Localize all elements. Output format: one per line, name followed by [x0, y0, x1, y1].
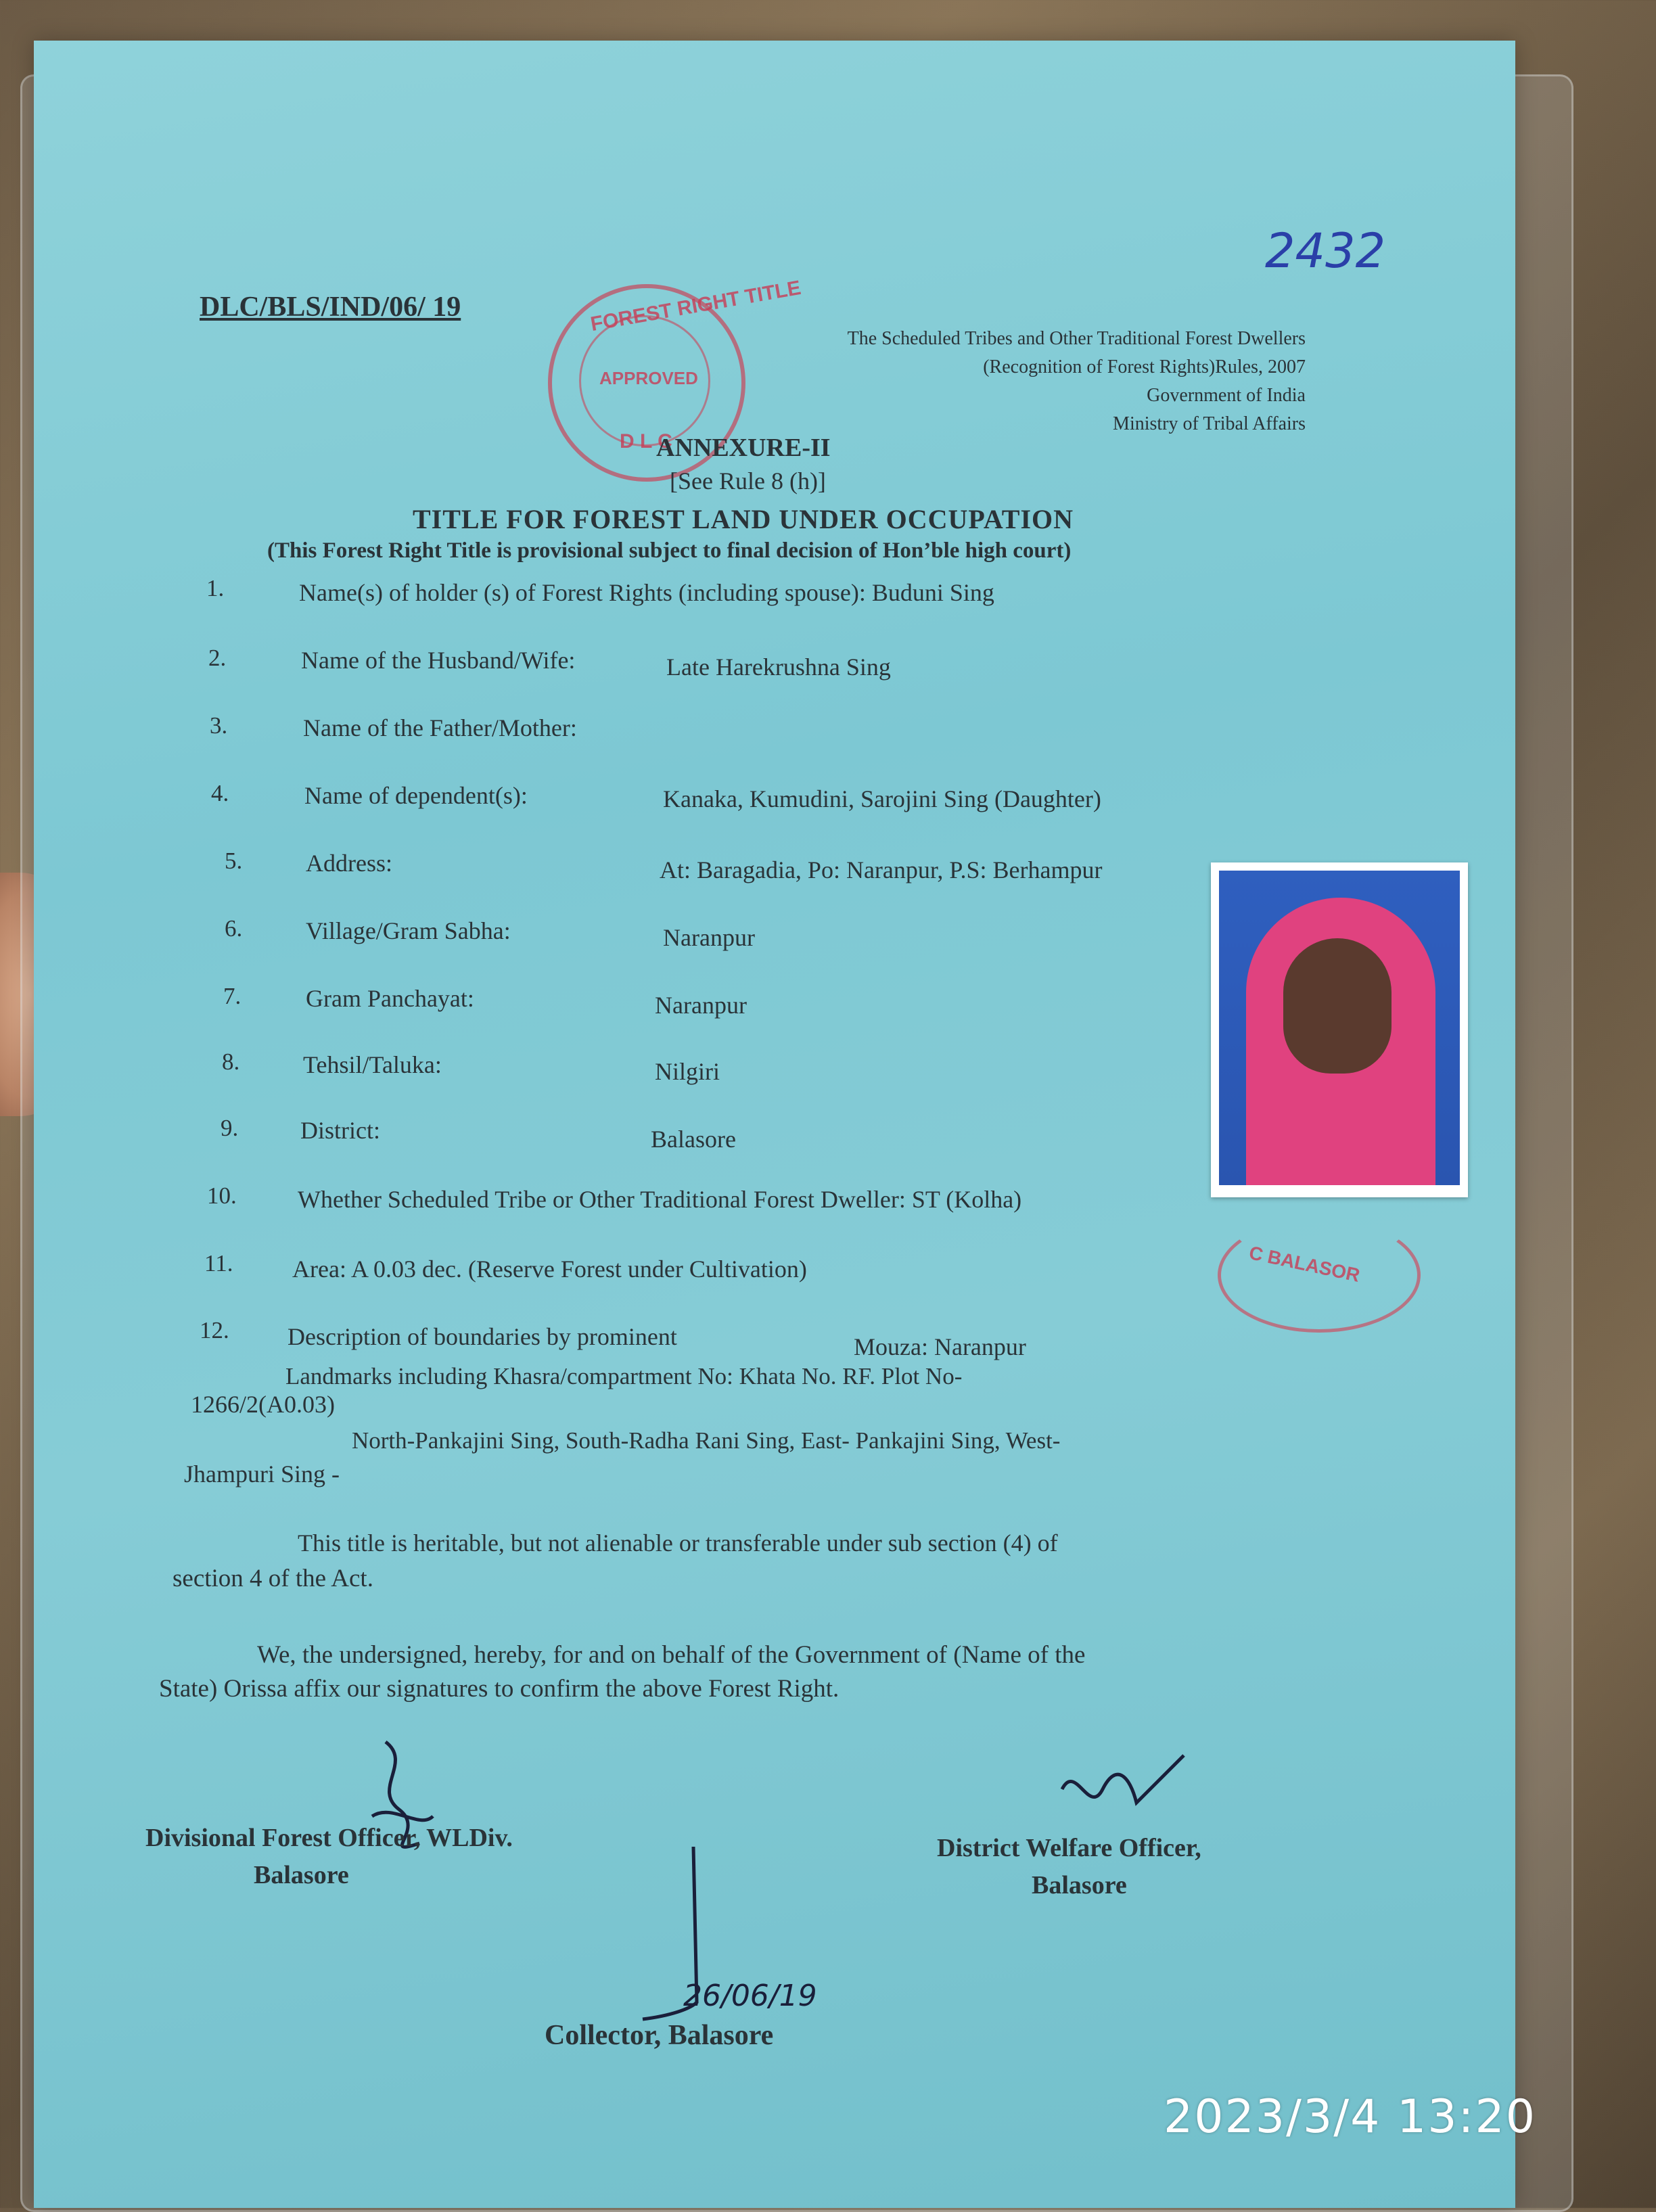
stamp-bottom-text: D L C: [620, 430, 672, 453]
forest-right-title-document: [34, 41, 1515, 2208]
field-number: 7.: [223, 983, 242, 1009]
field-label: Gram Panchayat:: [306, 985, 474, 1012]
field-12-line: Landmarks including Khasra/compartment No: Khata No. RF. Plot No-: [285, 1363, 963, 1389]
field-value: Kanaka, Kumudini, Sarojini Sing (Daughter): [663, 785, 1101, 812]
see-rule: [See Rule 8 (h)]: [670, 467, 826, 494]
field-value: Naranpur: [663, 924, 755, 951]
holder-photo: [1211, 862, 1468, 1197]
document-subtitle: (This Forest Right Title is provisional subject to final decision of Hon’ble high court): [267, 538, 1072, 563]
field-value: Naranpur: [655, 992, 747, 1019]
rules-header-line: (Recognition of Forest Rights)Rules, 2007: [983, 356, 1306, 377]
field-value: Nilgiri: [655, 1058, 720, 1085]
field-label: Name(s) of holder (s) of Forest Rights (including spouse): Buduni Sing: [299, 579, 994, 606]
field-number: 10.: [207, 1182, 237, 1209]
stamp-center-text: APPROVED: [599, 368, 698, 388]
field-value: Balasore: [651, 1126, 736, 1153]
field-label: Tehsil/Taluka:: [303, 1051, 442, 1078]
rules-header: [710, 325, 1306, 438]
annexure-heading: ANNEXURE-II: [656, 434, 831, 462]
undersigned-paragraph: State) Orissa affix our signatures to confirm the above Forest Right.: [159, 1675, 840, 1703]
field-number: 2.: [208, 645, 227, 671]
mouza: Mouza: Naranpur: [854, 1333, 1026, 1360]
field-label: District:: [300, 1117, 380, 1144]
dfo-title: Divisional Forest Officer, WLDiv.: [145, 1824, 513, 1852]
field-12-line: 1266/2(A0.03): [191, 1391, 335, 1418]
dwo-location: Balasore: [1032, 1871, 1127, 1899]
heritable-paragraph: This title is heritable, but not alienable or transferable under sub section (4) of: [298, 1529, 1058, 1557]
field-value: Late Harekrushna Sing: [666, 653, 891, 681]
field-label: Village/Gram Sabha:: [306, 917, 511, 944]
boundaries-line: Jhampuri Sing -: [184, 1460, 340, 1488]
field-number: 3.: [210, 712, 228, 739]
dfo-location: Balasore: [254, 1861, 349, 1889]
collector-title: Collector, Balasore: [545, 2020, 774, 2051]
field-label: Whether Scheduled Tribe or Other Traditional Forest Dweller: ST (Kolha): [298, 1186, 1022, 1213]
field-number: 9.: [221, 1115, 239, 1141]
field-number: 11.: [204, 1250, 233, 1276]
rules-header-line: The Scheduled Tribes and Other Traditional Forest Dwellers: [847, 328, 1306, 349]
field-number: 5.: [225, 848, 243, 874]
field-number: 12.: [200, 1317, 229, 1343]
undersigned-paragraph: We, the undersigned, hereby, for and on behalf of the Government of (Name of the: [257, 1641, 1086, 1669]
dwo-signature: [1055, 1749, 1191, 1833]
field-number: 8.: [222, 1049, 240, 1075]
field-number: 1.: [206, 575, 225, 601]
field-label: Name of the Husband/Wife:: [301, 647, 576, 674]
document-title: TITLE FOR FOREST LAND UNDER OCCUPATION: [413, 504, 1074, 534]
district-stamp-text: C BALASOR: [1247, 1242, 1362, 1286]
collector-date: 26/06/19: [683, 1979, 817, 2013]
field-label: Name of dependent(s):: [304, 782, 528, 809]
camera-timestamp: 2023/3/4 13:20: [1164, 2090, 1536, 2144]
district-stamp: [1218, 1218, 1421, 1333]
boundaries-line: North-Pankajini Sing, South-Radha Rani Sing, East- Pankajini Sing, West-: [352, 1427, 1061, 1454]
field-label: Address:: [306, 850, 392, 877]
field-number: 4.: [211, 780, 229, 806]
heritable-paragraph: section 4 of the Act.: [172, 1565, 373, 1592]
field-label: Area: A 0.03 dec. (Reserve Forest under Cultivation): [292, 1255, 807, 1283]
dfo-signature: [359, 1735, 440, 1874]
rules-header-line: Ministry of Tribal Affairs: [1113, 413, 1306, 434]
field-number: 6.: [225, 915, 243, 942]
handwritten-number: 2432: [1265, 223, 1386, 279]
field-12-line: Description of boundaries by prominent: [288, 1323, 677, 1350]
stamp-ring-text: FOREST RIGHT TITLE: [589, 276, 803, 336]
field-label: Name of the Father/Mother:: [303, 714, 577, 741]
field-value: At: Baragadia, Po: Naranpur, P.S: Berhampur: [660, 856, 1103, 883]
dwo-title: District Welfare Officer,: [937, 1834, 1201, 1862]
reference-number: DLC/BLS/IND/06/ 19: [200, 292, 461, 323]
rules-header-line: Government of India: [1147, 385, 1306, 406]
